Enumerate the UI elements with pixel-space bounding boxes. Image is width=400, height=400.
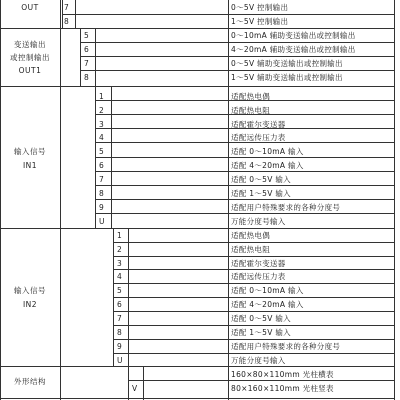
desc-cell: 适配热电阻 (231, 106, 270, 115)
row-divider (113, 256, 394, 257)
code-cell: 9 (117, 342, 122, 351)
code-cell: 3 (99, 120, 104, 129)
code-cell: 8 (99, 189, 104, 198)
desc-cell: 适配热电阻 (231, 245, 270, 254)
table-border-right (394, 0, 395, 400)
desc-cell: 0～5V 控制输出 (231, 3, 289, 12)
section-separator (0, 366, 394, 367)
code-cell: 4 (117, 272, 122, 281)
desc-cell: 适配热电偶 (231, 231, 270, 240)
section-label-in2-line2: IN2 (22, 300, 38, 309)
code-cell: 5 (117, 286, 122, 295)
code-cell: 9 (99, 203, 104, 212)
code-cell: 2 (99, 106, 104, 115)
desc-cell: 适配 0～10mA 输入 (231, 286, 304, 295)
code-cell: 5 (99, 147, 104, 156)
row-divider (95, 142, 394, 143)
row-divider (95, 171, 394, 172)
code-cell: 8 (117, 328, 122, 337)
row-divider (113, 283, 394, 284)
table-border-left (0, 0, 1, 400)
code-cell: 7 (64, 3, 69, 12)
desc-cell: 0～10mA 辅助变送输出或控制输出 (231, 31, 356, 40)
desc-cell: 适配 1～5V 输入 (231, 189, 291, 198)
desc-cell: 适配远传压力表 (231, 272, 286, 281)
row-divider (128, 380, 394, 381)
desc-cell: 80×160×110mm 光柱竖表 (231, 384, 334, 393)
desc-cell: 1～5V 辅助变送输出或控制输出 (231, 73, 343, 82)
desc-cell: 万能分度号输入 (231, 356, 286, 365)
desc-cell: 适配 4～20mA 输入 (231, 300, 304, 309)
desc-cell: 160×80×110mm 光柱横表 (231, 370, 334, 379)
code-cell: 4 (99, 133, 104, 142)
desc-cell: 适配 0～10mA 输入 (231, 147, 304, 156)
section-label-out1-line1: 变送输出 (14, 40, 46, 49)
row-divider (95, 100, 394, 101)
code-cell: 8 (84, 73, 89, 82)
desc-cell: 适配 0～5V 输入 (231, 175, 291, 184)
desc-cell: 适配用户特殊要求的各种分度号 (231, 203, 341, 212)
row-divider (95, 199, 394, 200)
row-divider (80, 56, 394, 57)
code-cell: 8 (64, 17, 69, 26)
code-cell: 1 (99, 92, 104, 101)
code-cell: 3 (117, 259, 122, 268)
code-column-divider (80, 28, 81, 86)
code-cell: 7 (84, 59, 89, 68)
section-label-out: OUT (21, 3, 39, 12)
row-divider (95, 213, 394, 214)
code-cell: 7 (117, 314, 122, 323)
code-cell: 6 (99, 161, 104, 170)
section-separator (0, 86, 394, 87)
code-cell: 2 (117, 245, 122, 254)
row-divider (113, 242, 394, 243)
desc-cell: 4～20mA 辅助变送输出或控制输出 (231, 45, 356, 54)
section-separator (0, 28, 394, 29)
row-divider (95, 128, 394, 129)
row-divider (113, 311, 394, 312)
row-divider (113, 269, 394, 270)
section-label-shape: 外形结构 (14, 377, 46, 386)
label-column-divider (60, 0, 61, 400)
row-divider (113, 325, 394, 326)
desc-cell: 适配远传压力表 (231, 133, 286, 142)
row-divider (95, 157, 394, 158)
desc-cell: 1～5V 控制输出 (231, 17, 289, 26)
section-label-out1-line3: OUT1 (18, 66, 42, 75)
desc-cell: 适配 1～5V 输入 (231, 328, 291, 337)
code-column-divider (143, 366, 144, 400)
table-border-bottom (0, 398, 394, 399)
code-cell: U (117, 356, 123, 365)
row-divider (113, 339, 394, 340)
desc-cell: 适配用户特殊要求的各种分度号 (231, 342, 341, 351)
code-cell: 6 (84, 45, 89, 54)
code-cell: 1 (117, 231, 122, 240)
code-column-divider (128, 366, 129, 400)
section-label-out1-line2: 或控制输出 (10, 53, 50, 62)
row-divider (113, 297, 394, 298)
description-column-divider (228, 0, 229, 400)
code-cell: 5 (84, 31, 89, 40)
code-cell: U (99, 217, 105, 226)
desc-cell: 适配 0～5V 输入 (231, 314, 291, 323)
desc-cell: 0～5V 辅助变送输出或控制输出 (231, 59, 343, 68)
row-divider (80, 42, 394, 43)
desc-cell: 适配 4～20mA 输入 (231, 161, 304, 170)
desc-cell: 适配霍尔变送器 (231, 120, 286, 129)
row-divider (95, 114, 394, 115)
desc-cell: 适配霍尔变送器 (231, 259, 286, 268)
row-divider (62, 14, 394, 15)
code-cell: V (132, 384, 138, 393)
row-divider (80, 70, 394, 71)
row-divider (113, 353, 394, 354)
section-label-in2-line1: 输入信号 (14, 286, 46, 295)
section-label-in1-line2: IN1 (22, 161, 38, 170)
desc-cell: 万能分度号输入 (231, 217, 286, 226)
section-label-in1-line1: 输入信号 (14, 147, 46, 156)
row-divider (95, 185, 394, 186)
section-separator (0, 228, 394, 229)
code-cell: 7 (99, 175, 104, 184)
code-column-divider (95, 28, 96, 86)
desc-cell: 适配热电偶 (231, 92, 270, 101)
code-cell: 6 (117, 300, 122, 309)
